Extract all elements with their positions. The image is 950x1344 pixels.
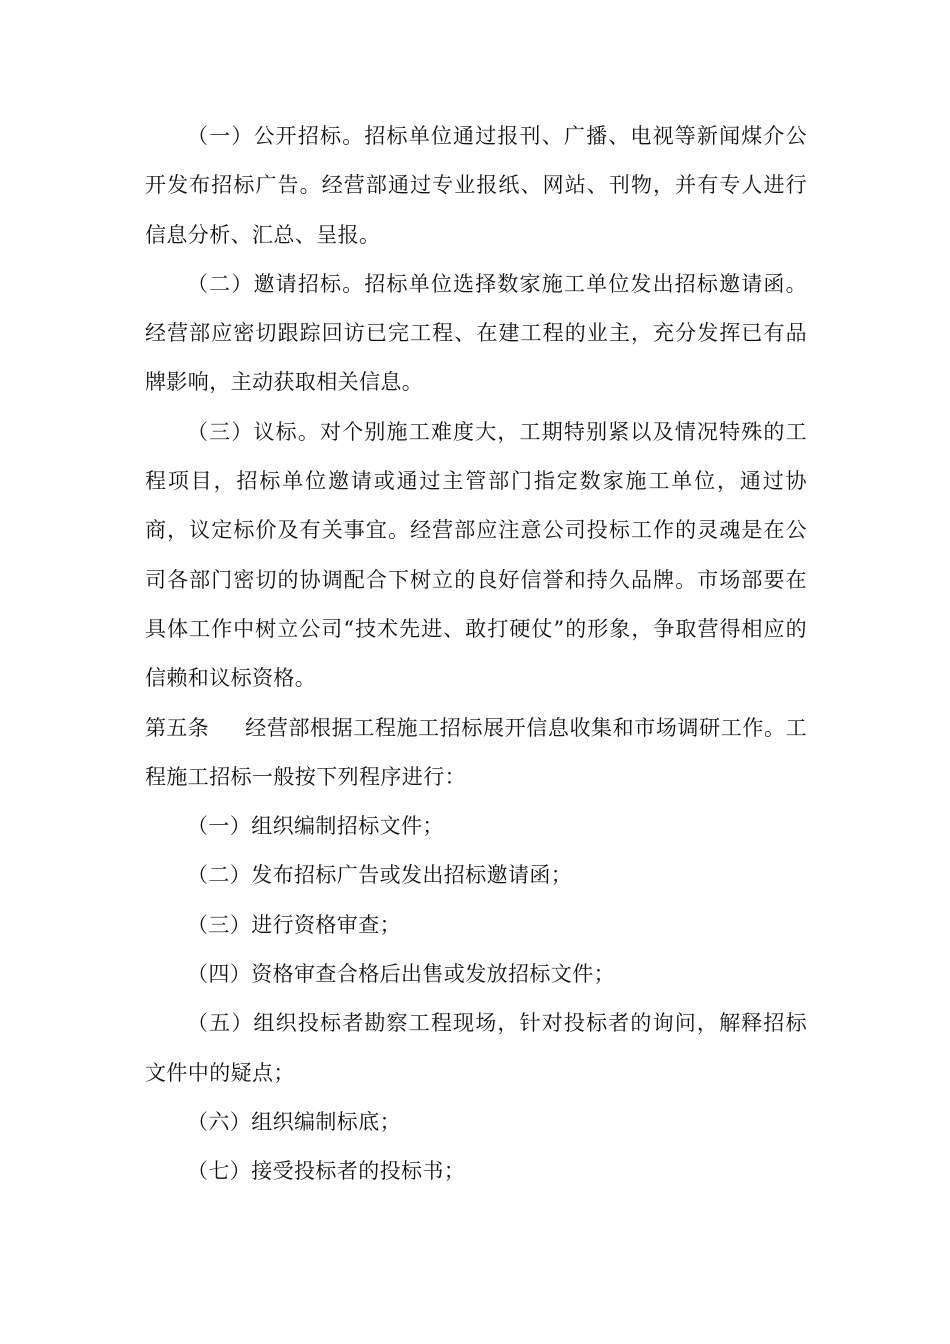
procedure-step: （七）接受投标者的投标书； <box>187 1159 466 1184</box>
paragraph-invited-tender: （二）邀请招标。招标单位选择数家施工单位发出招标邀请函。经营部应密切跟踪回访已完工程、在建工程的业主，充分发挥已有品牌影响，主动获取相关信息。 <box>145 271 807 395</box>
paragraph-open-tender: （一）公开招标。招标单位通过报刊、广播、电视等新闻煤介公开发布招标广告。经营部通过专业报纸、网站、刊物，并有专人进行信息分析、汇总、呈报。 <box>145 124 807 247</box>
article-number: 第五条 <box>145 715 210 740</box>
article-text: 经营部根据工程施工招标展开信息收集和市场调研工作。工程施工招标一般按下列程序进行： <box>145 715 807 789</box>
paragraph-negotiated-tender: （三）议标。对个别施工难度大，工期特别紧以及情况特殊的工程项目，招标单位邀请或通过主管部门指定数家施工单位，通过协商，议定标价及有关事宜。经营部应注意公司投标工作的灵魂是在公司各部门密切的协调配合下树立的良好信誉和持久品牌。市场部要在具体工作中树立公司“技术先进、敢打硬仗”的形象，争取营得相应的信赖和议标资格。 <box>145 419 807 691</box>
procedure-step: （三）进行资格审查； <box>187 912 401 937</box>
article-five <box>145 704 807 803</box>
procedure-step: （二）发布招标广告或发出招标邀请函； <box>187 863 573 888</box>
procedure-step: （一）组织编制招标文件； <box>187 814 444 839</box>
procedure-step: （六）组织编制标底； <box>187 1109 401 1134</box>
document-body <box>145 112 807 1197</box>
procedure-step: （五）组织投标者勘察工程现场，针对投标者的询问，解释招标文件中的疑点； <box>145 1011 807 1085</box>
procedure-step: （四）资格审查合格后出售或发放招标文件； <box>187 962 615 987</box>
